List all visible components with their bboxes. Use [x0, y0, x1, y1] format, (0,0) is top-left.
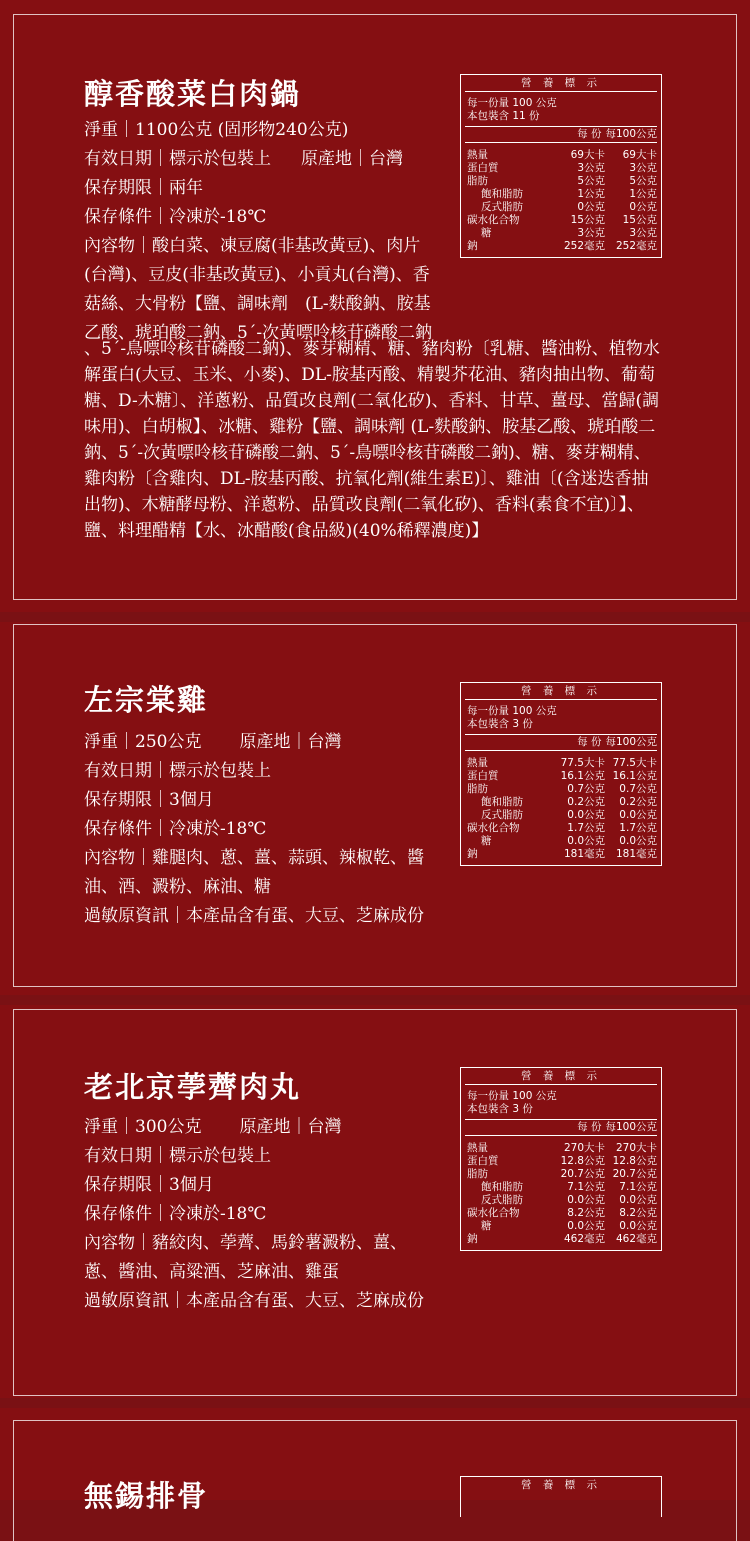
- col-per-serving: 每 份: [577, 128, 602, 140]
- nutrition-table: [460, 682, 662, 866]
- per-serving-value: 252毫克: [563, 240, 605, 252]
- nutrition-row: [467, 835, 657, 848]
- per-100g-value: 0公克: [629, 201, 657, 213]
- per-serving-value: 0公克: [577, 201, 605, 213]
- nutrition-heading: 營 養 標 示: [465, 75, 657, 92]
- product-panel-4: [0, 1408, 750, 1513]
- nutrition-row: [467, 1168, 657, 1181]
- nutrient-name: 熱量: [467, 1142, 488, 1154]
- allergen-info: 過敏原資訊｜本產品含有蛋、大豆、芝麻成份: [84, 1291, 424, 1311]
- nutrient-name: 飽和脂肪: [481, 188, 523, 200]
- per-100g-value: 69大卡: [622, 149, 657, 161]
- origin: 原產地｜台灣: [239, 732, 342, 752]
- serving-size: 每一份量 100 公克: [467, 1090, 557, 1102]
- nutrient-name: 脂肪: [467, 1168, 488, 1180]
- product-panel-2: [0, 622, 750, 995]
- product-title: 無錫排骨: [84, 1479, 209, 1513]
- nutrition-row: [467, 188, 657, 201]
- nutrient-name: 熱量: [467, 757, 488, 769]
- per-100g-value: 0.2公克: [619, 796, 657, 808]
- storage: 保存條件｜冷凍於-18℃: [84, 1204, 267, 1224]
- ingredients-part-2: 、5´-鳥嘌呤核苷磷酸二鈉)、麥芽糊精、糖、豬肉粉〔乳糖、醬油粉、植物水解蛋白(大豆、玉米、小麥)、DL-胺基丙酸、精製芥花油、豬肉抽出物、葡萄糖、D-木糖〕、洋蔥粉、品質改良劑(二氧化矽)、香料、甘草、薑母、當歸(調味用)、白胡椒】、冰糖、雞粉【鹽、調味劑 (L-麩酸鈉、胺基乙酸、琥珀酸二鈉、5´-次黃嘌呤核苷磷酸二鈉、5´-鳥嘌呤核苷磷酸二鈉)、糖、麥芽糊精、雞肉粉〔含雞肉、DL-胺基丙酸、抗氧化劑(維生素E)〕、雞油〔(含迷迭香抽出物)、木糖酵母粉、洋蔥粉、品質改良劑(二氧化矽)、香料(素食不宜)〕】、鹽、料理醋精【水、冰醋酸(食品級)(40%稀釋濃度)】: [84, 339, 660, 541]
- nutrition-columns: [465, 734, 657, 751]
- per-serving-value: 7.1公克: [567, 1181, 605, 1193]
- expiry-origin-row: [84, 145, 439, 174]
- nutrition-row: [467, 809, 657, 822]
- nutrient-name: 蛋白質: [467, 770, 499, 782]
- shelf-life: 保存期限｜3個月: [84, 790, 214, 810]
- nutrient-name: 反式脂肪: [481, 809, 523, 821]
- per-100g-value: 181毫克: [615, 848, 657, 860]
- per-serving-value: 1.7公克: [567, 822, 605, 834]
- per-100g-value: 7.1公克: [619, 1181, 657, 1193]
- per-serving-value: 15公克: [570, 214, 605, 226]
- nutrient-name: 糖: [481, 835, 492, 847]
- per-100g-value: 0.0公克: [619, 1220, 657, 1232]
- allergen-info: 過敏原資訊｜本產品含有蛋、大豆、芝麻成份: [84, 906, 424, 926]
- col-per-100g: 每100公克: [605, 1121, 657, 1133]
- nutrient-name: 熱量: [467, 149, 488, 161]
- origin: 原產地｜台灣: [239, 1117, 342, 1137]
- per-serving-value: 3公克: [577, 162, 605, 174]
- storage: 保存條件｜冷凍於-18℃: [84, 819, 267, 839]
- product-panel-3: [0, 1005, 750, 1398]
- ingredients: 內容物｜雞腿肉、蔥、薑、蒜頭、辣椒乾、醬油、酒、澱粉、麻油、糖: [84, 848, 424, 897]
- nutrition-row: [467, 1194, 657, 1207]
- per-100g-value: 1.7公克: [619, 822, 657, 834]
- nutrition-columns: [465, 126, 657, 143]
- nutrition-row: [467, 175, 657, 188]
- net-weight: 淨重｜1100公克 (固形物240公克): [84, 120, 349, 140]
- shelf-life: 保存期限｜3個月: [84, 1175, 214, 1195]
- nutrition-row: [467, 240, 657, 253]
- nutrient-name: 飽和脂肪: [481, 796, 523, 808]
- nutrition-row: [467, 848, 657, 861]
- per-100g-value: 0.0公克: [619, 1194, 657, 1206]
- per-serving-value: 12.8公克: [560, 1155, 605, 1167]
- per-serving-value: 0.0公克: [567, 809, 605, 821]
- per-serving-value: 0.7公克: [567, 783, 605, 795]
- product-panel-1: [0, 0, 750, 612]
- per-100g-value: 270大卡: [615, 1142, 657, 1154]
- serving-size: 每一份量 100 公克: [467, 97, 557, 109]
- shelf-life: 保存期限｜兩年: [84, 178, 203, 198]
- nutrition-row: [467, 149, 657, 162]
- nutrition-columns: [465, 1119, 657, 1136]
- nutrition-heading: 營 養 標 示: [465, 683, 657, 700]
- per-100g-value: 77.5大卡: [612, 757, 657, 769]
- per-100g-value: 12.8公克: [612, 1155, 657, 1167]
- nutrition-row: [467, 227, 657, 240]
- per-100g-value: 1公克: [629, 188, 657, 200]
- per-serving-value: 0.0公克: [567, 835, 605, 847]
- nutrition-row: [467, 1207, 657, 1220]
- nutrition-rows: [461, 1136, 661, 1250]
- per-100g-value: 252毫克: [615, 240, 657, 252]
- nutrition-row: [467, 757, 657, 770]
- col-per-100g: 每100公克: [605, 736, 657, 748]
- nutrition-row: [467, 162, 657, 175]
- nutrient-name: 蛋白質: [467, 1155, 499, 1167]
- serving-info: [461, 92, 661, 126]
- col-per-serving: 每 份: [577, 1121, 602, 1133]
- per-100g-value: 3公克: [629, 162, 657, 174]
- per-100g-value: 0.0公克: [619, 809, 657, 821]
- servings-per-pack: 本包裝含 11 份: [467, 110, 540, 122]
- per-100g-value: 3公克: [629, 227, 657, 239]
- per-serving-value: 0.2公克: [567, 796, 605, 808]
- nutrition-row: [467, 201, 657, 214]
- nutrient-name: 鈉: [467, 848, 478, 860]
- nutrient-name: 糖: [481, 1220, 492, 1232]
- nutrition-row: [467, 783, 657, 796]
- expiry: 有效日期｜標示於包裝上: [84, 761, 271, 781]
- col-per-serving: 每 份: [577, 736, 602, 748]
- nutrition-row: [467, 796, 657, 809]
- serving-info: [461, 700, 661, 734]
- product-title: 左宗棠雞: [84, 683, 209, 717]
- col-per-100g: 每100公克: [605, 128, 657, 140]
- ingredients: 內容物｜豬絞肉、荸薺、馬鈴薯澱粉、薑、蔥、醬油、高粱酒、芝麻油、雞蛋: [84, 1233, 407, 1282]
- product-info: [84, 116, 439, 348]
- net-weight: 淨重｜250公克: [84, 732, 202, 752]
- product-info: [84, 728, 439, 931]
- nutrient-name: 碳水化合物: [467, 822, 520, 834]
- per-100g-value: 0.7公克: [619, 783, 657, 795]
- expiry: 有效日期｜標示於包裝上: [84, 1146, 271, 1166]
- product-info: [84, 1113, 439, 1316]
- product-title: 醇香酸菜白肉鍋: [84, 77, 302, 111]
- ingredients-part-1: 內容物｜酸白菜、凍豆腐(非基改黃豆)、肉片(台灣)、豆皮(非基改黃豆)、小貢丸(台灣)、香菇絲、大骨粉【鹽、調味劑 (L-麩酸鈉、胺基乙酸、琥珀酸二鈉、5´-次黃嘌呤核苷磷酸二鈉: [84, 236, 433, 343]
- nutrient-name: 脂肪: [467, 783, 488, 795]
- per-serving-value: 8.2公克: [567, 1207, 605, 1219]
- nutrient-name: 碳水化合物: [467, 214, 520, 226]
- nutrition-table: [460, 1476, 662, 1517]
- per-serving-value: 1公克: [577, 188, 605, 200]
- per-serving-value: 69大卡: [570, 149, 605, 161]
- nutrient-name: 鈉: [467, 240, 478, 252]
- origin: 原產地｜台灣: [301, 149, 403, 169]
- nutrition-rows: [461, 751, 661, 865]
- per-serving-value: 0.0公克: [567, 1194, 605, 1206]
- nutrient-name: 鈉: [467, 1233, 478, 1245]
- per-serving-value: 462毫克: [563, 1233, 605, 1245]
- storage: 保存條件｜冷凍於-18℃: [84, 207, 267, 227]
- nutrition-heading: 營 養 標 示: [465, 1068, 657, 1085]
- nutrition-row: [467, 822, 657, 835]
- per-serving-value: 77.5大卡: [560, 757, 605, 769]
- expiry: 有效日期｜標示於包裝上: [84, 149, 271, 169]
- per-serving-value: 181毫克: [563, 848, 605, 860]
- nutrient-name: 反式脂肪: [481, 201, 523, 213]
- per-100g-value: 5公克: [629, 175, 657, 187]
- nutrition-row: [467, 1233, 657, 1246]
- nutrient-name: 碳水化合物: [467, 1207, 520, 1219]
- nutrition-row: [467, 1181, 657, 1194]
- nutrient-name: 蛋白質: [467, 162, 499, 174]
- per-serving-value: 5公克: [577, 175, 605, 187]
- per-100g-value: 20.7公克: [612, 1168, 657, 1180]
- net-weight: 淨重｜300公克: [84, 1117, 202, 1137]
- per-serving-value: 270大卡: [563, 1142, 605, 1154]
- per-serving-value: 3公克: [577, 227, 605, 239]
- per-serving-value: 20.7公克: [560, 1168, 605, 1180]
- servings-per-pack: 本包裝含 3 份: [467, 1103, 533, 1115]
- nutrient-name: 飽和脂肪: [481, 1181, 523, 1193]
- nutrition-row: [467, 1142, 657, 1155]
- nutrition-row: [467, 214, 657, 227]
- nutrient-name: 脂肪: [467, 175, 488, 187]
- per-100g-value: 0.0公克: [619, 835, 657, 847]
- serving-info: [461, 1085, 661, 1119]
- per-100g-value: 16.1公克: [612, 770, 657, 782]
- servings-per-pack: 本包裝含 3 份: [467, 718, 533, 730]
- per-100g-value: 462毫克: [615, 1233, 657, 1245]
- nutrition-row: [467, 1220, 657, 1233]
- per-100g-value: 15公克: [622, 214, 657, 226]
- nutrition-row: [467, 1155, 657, 1168]
- nutrition-table: [460, 1067, 662, 1251]
- per-serving-value: 0.0公克: [567, 1220, 605, 1232]
- per-serving-value: 16.1公克: [560, 770, 605, 782]
- weight-origin-row: [84, 728, 439, 757]
- nutrition-row: [467, 770, 657, 783]
- nutrition-table: [460, 74, 662, 258]
- weight-origin-row: [84, 1113, 439, 1142]
- nutrition-rows: [461, 143, 661, 257]
- product-title: 老北京荸薺肉丸: [84, 1070, 302, 1104]
- per-100g-value: 8.2公克: [619, 1207, 657, 1219]
- nutrient-name: 反式脂肪: [481, 1194, 523, 1206]
- nutrition-heading: 營 養 標 示: [520, 1479, 601, 1491]
- nutrient-name: 糖: [481, 227, 492, 239]
- serving-size: 每一份量 100 公克: [467, 705, 557, 717]
